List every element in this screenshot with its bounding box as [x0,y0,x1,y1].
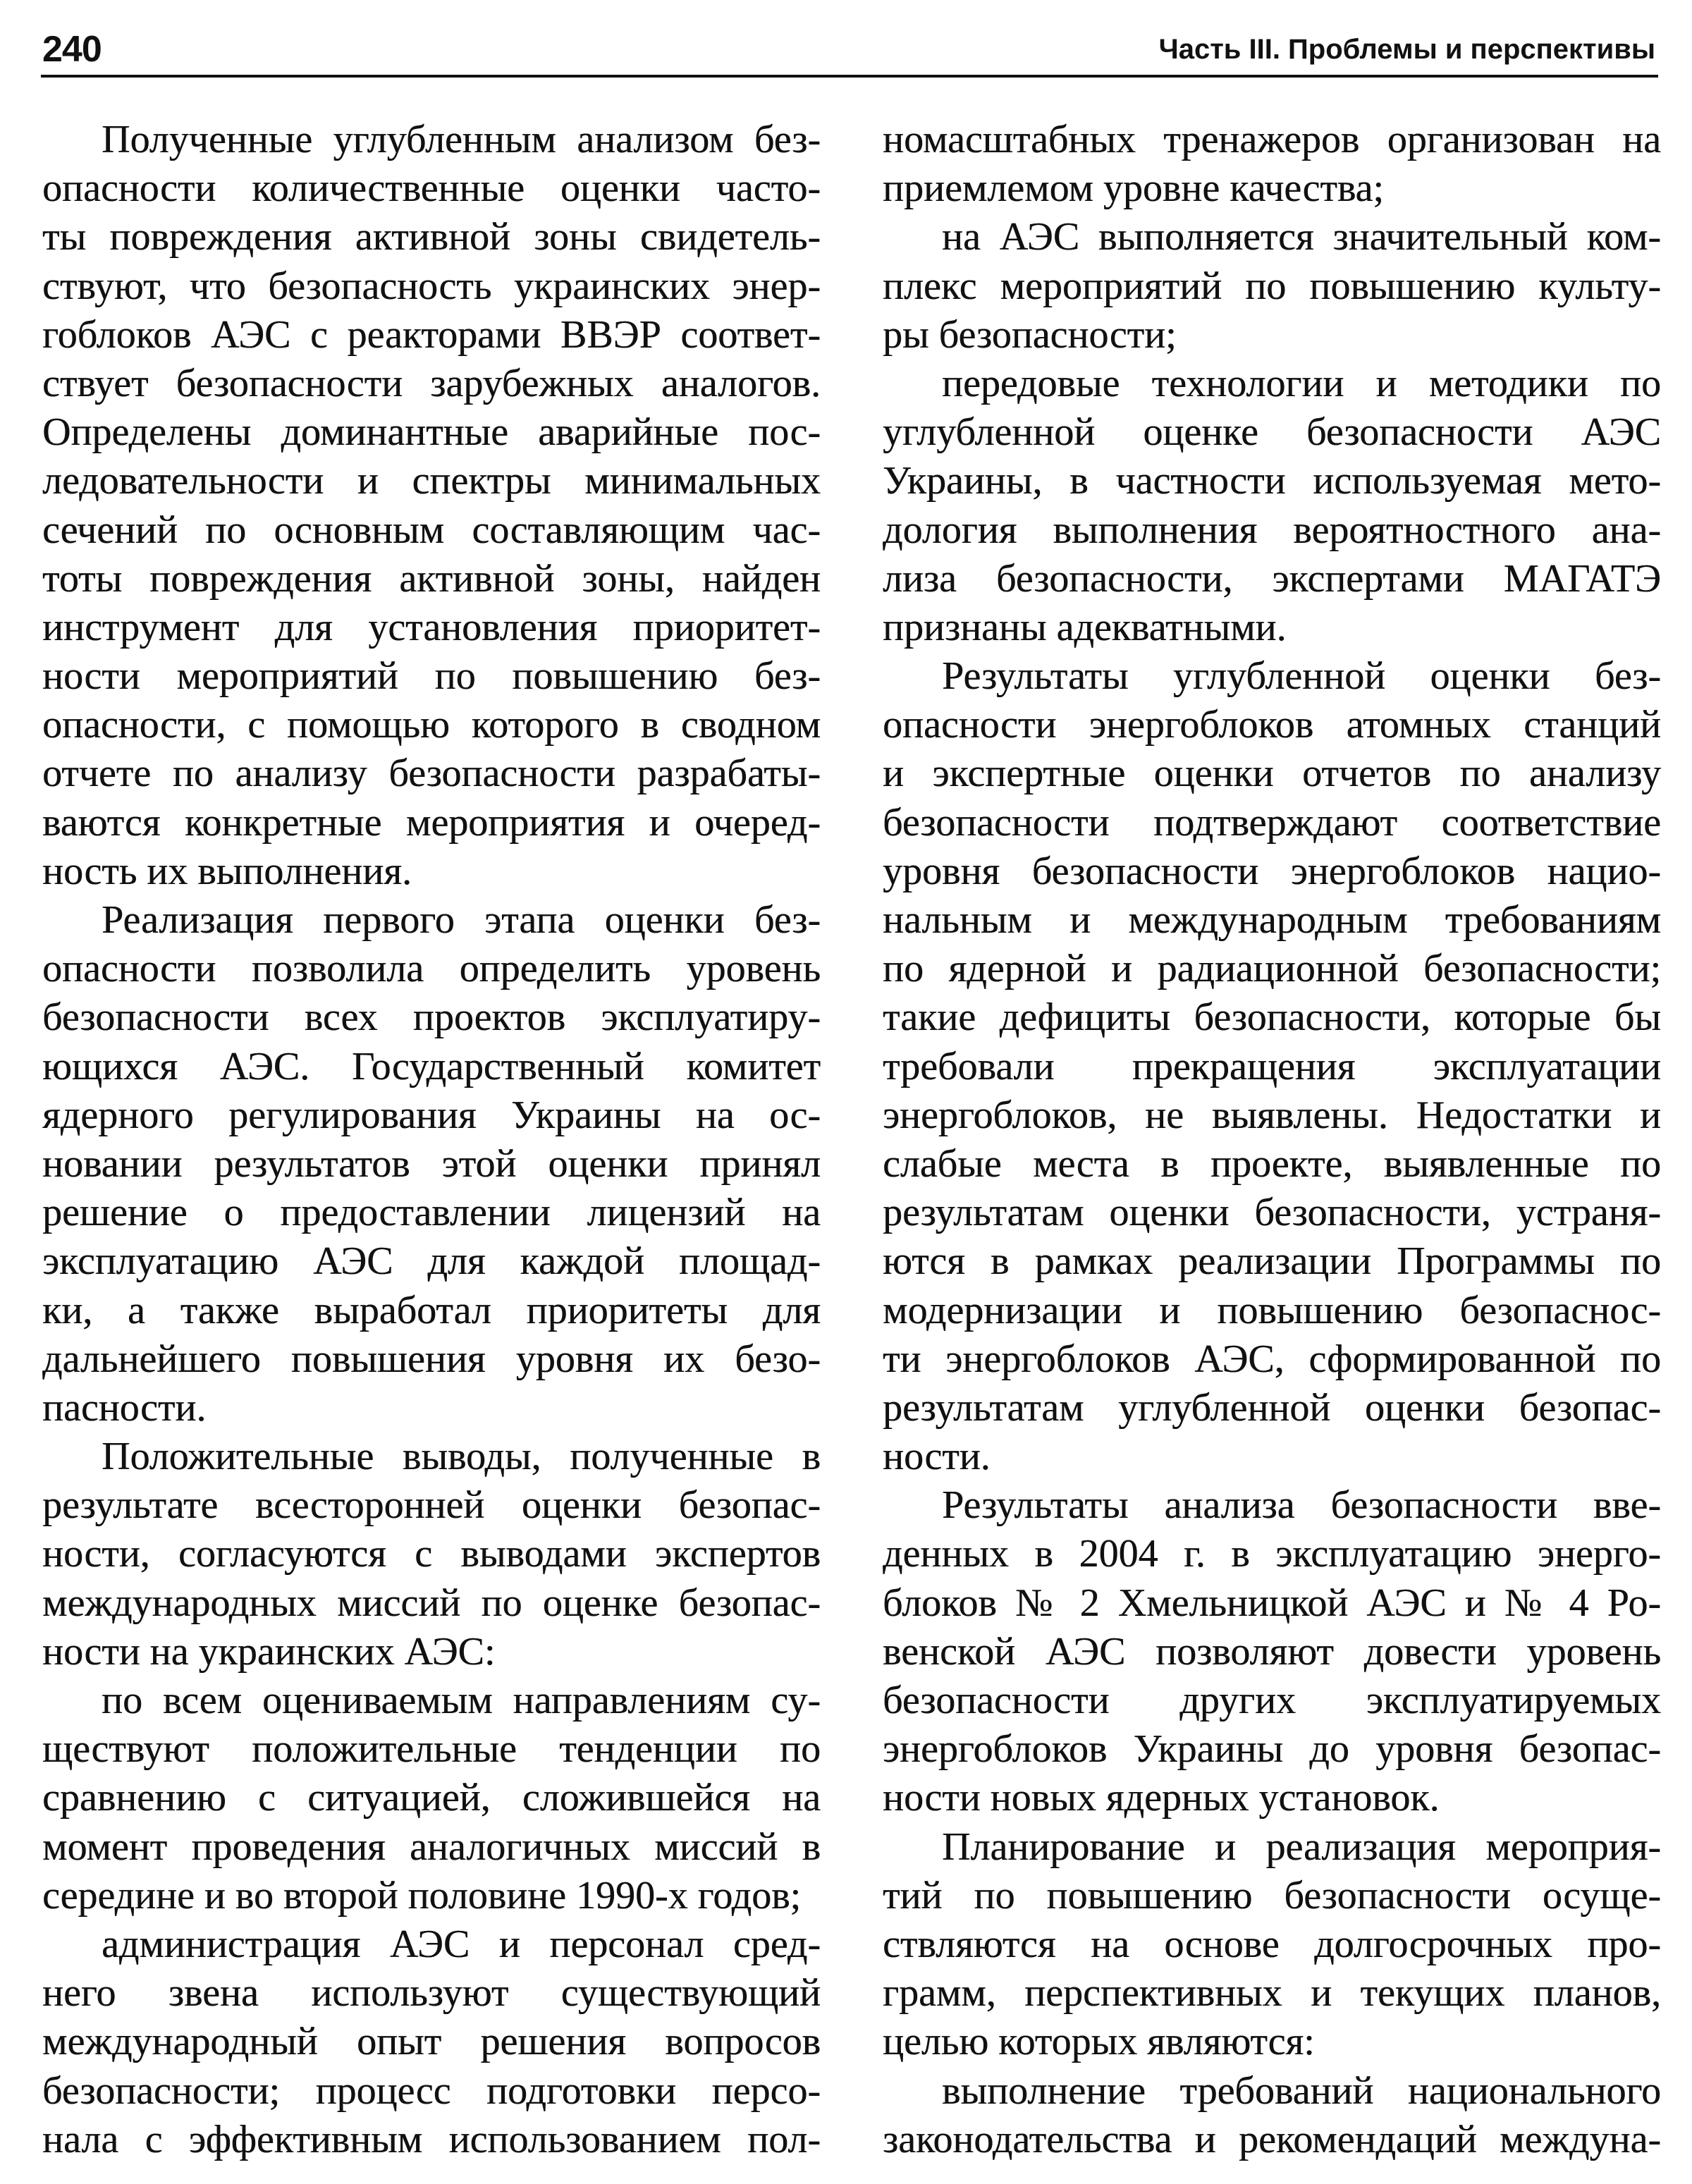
text-line: ти энергоблоков АЭС, сформированной по [883,1337,1661,1381]
header-rule [41,75,1658,78]
text-line: середине и во второй половине 1990-х годов; [42,1873,802,1918]
text-line: энергоблоков Украины до уровня безопас- [883,1727,1661,1772]
text-line: ются в рамках реализации Программы по [883,1239,1661,1284]
page-number: 240 [42,29,102,70]
paragraph [883,652,1661,1481]
text-line: безопасности подтверждают соответствие [883,800,1661,845]
text-line: Положительные выводы, полученные в [102,1435,821,1479]
text-line: плекс мероприятий по повышению культу- [883,264,1661,308]
text-line: по ядерной и радиационной безопасности; [883,947,1661,991]
text-line: модернизации и повышению безопаснос- [883,1288,1661,1332]
text-line: Планирование и реализация мероприя- [942,1824,1661,1869]
text-line: Определены доминантные аварийные пос- [42,410,821,455]
text-line: венской АЭС позволяют довести уровень [883,1629,1661,1674]
text-line: такие дефициты безопасности, которые бы [883,995,1661,1040]
text-line: Украины, в частности используемая мето- [883,459,1661,503]
text-line: ществуют положительные тенденции по [42,1727,821,1772]
text-line: ры безопасности; [883,312,1177,357]
text-line: и экспертные оценки отчетов по анализу [883,751,1661,796]
text-line: тоты повреждения активной зоны, найден [42,556,821,601]
text-line: слабые места в проекте, выявленные по [883,1141,1661,1186]
text-line: углубленной оценке безопасности АЭС [883,410,1661,455]
text-line: ваются конкретные мероприятия и очеред- [42,800,821,845]
text-line: ядерного регулирования Украины на ос- [42,1093,821,1137]
text-line: новании результатов этой оценки принял [42,1141,821,1186]
text-line: опасности количественные оценки часто- [42,166,821,211]
text-line: сечений по основным составляющим час- [42,508,821,552]
right-column [883,116,1661,2164]
text-line: ствляются на основе долгосрочных про- [883,1922,1661,1966]
text-line: эксплуатацию АЭС для каждой площад- [42,1239,821,1284]
text-line: опасности энергоблоков атомных станций [883,703,1661,747]
paragraph [42,896,821,1433]
text-line: ты повреждения активной зоны свидетель- [42,215,821,259]
text-line: целью которых являются: [883,2020,1315,2064]
paragraph [42,116,821,896]
text-line: денных в 2004 г. в эксплуатацию энерго- [883,1532,1661,1576]
text-line: международный опыт решения вопросов [42,2020,821,2064]
text-line: ствуют, что безопасность украинских энер- [42,264,821,308]
text-line: ность их выполнения. [42,849,412,893]
text-line: приемлемом уровне качества; [883,166,1384,211]
text-line: нала с эффективным использованием пол- [42,2117,821,2161]
text-line: законодательства и рекомендаций междуна- [883,2117,1661,2161]
text-line: дология выполнения вероятностного ана- [883,508,1661,552]
paragraph [883,116,1661,213]
text-line: решение о предоставлении лицензий на [42,1191,821,1235]
text-line: международных миссий по оценке безопас- [42,1581,821,1625]
text-line: на АЭС выполняется значительный ком- [942,215,1661,259]
text-line: Реализация первого этапа оценки без- [102,898,821,942]
text-line: результатам оценки безопасности, устраня- [883,1191,1661,1235]
paragraph [883,2067,1661,2164]
text-line: Результаты анализа безопасности вве- [942,1483,1661,1528]
running-head: Часть III. Проблемы и перспективы [1158,34,1655,65]
text-line: грамм, перспективных и текущих планов, [883,1971,1661,2016]
text-line: ности новых ядерных установок. [883,1776,1440,1820]
text-line: ледовательности и спектры минимальных [42,459,821,503]
text-line: результатам углубленной оценки безопас- [883,1385,1661,1430]
text-line: ности. [883,1435,991,1479]
text-line: передовые технологии и методики по [942,361,1661,405]
text-line: опасности, с помощью которого в сводном [42,703,821,747]
text-line: него звена используют существующий [42,1971,821,2016]
text-line: результате всесторонней оценки безопас- [42,1483,821,1528]
text-line: пасности. [42,1385,207,1430]
text-line: выполнение требований национального [942,2068,1661,2113]
text-line: момент проведения аналогичных миссий в [42,1824,821,1869]
text-line: отчете по анализу безопасности разрабаты- [42,751,821,796]
text-line: ющихся АЭС. Государственный комитет [42,1044,821,1088]
text-line: администрация АЭС и персонал сред- [102,1922,821,1966]
text-line: признаны адекватными. [883,605,1287,649]
text-line: энергоблоков, не выявлены. Недостатки и [883,1093,1661,1137]
text-line: опасности позволила определить уровень [42,947,821,991]
paragraph [883,360,1661,652]
paragraph [42,1920,821,2164]
text-line: безопасности всех проектов эксплуатиру- [42,995,821,1040]
paragraph [883,1823,1661,2067]
text-line: Результаты углубленной оценки без- [942,654,1661,699]
text-line: нальным и международным требованиям [883,898,1661,942]
text-line: уровня безопасности энергоблоков нацио- [883,849,1661,893]
text-line: Полученные углубленным анализом без- [102,118,821,161]
text-line: тий по повышению безопасности осуще- [883,1873,1661,1918]
text-line: ности на украинских АЭС: [42,1629,496,1674]
text-line: ки, а также выработал приоритеты для [42,1288,821,1332]
text-line: дальнейшего повышения уровня их безо- [42,1337,821,1381]
text-line: ности мероприятий по повышению без- [42,654,821,699]
text-line: по всем оцениваемым направлениям су- [102,1679,821,1722]
text-line: ствует безопасности зарубежных аналогов. [42,361,821,405]
text-line: инструмент для установления приоритет- [42,605,821,649]
paragraph [883,213,1661,360]
text-line: блоков № 2 Хмельницкой АЭС и № 4 Ро- [883,1581,1661,1625]
text-line: безопасности; процесс подготовки персо- [42,2068,821,2113]
text-line: лиза безопасности, экспертами МАГАТЭ [883,556,1661,601]
text-line: номасштабных тренажеров организован на [883,118,1661,161]
text-line: требовали прекращения эксплуатации [883,1044,1661,1088]
paragraph [42,1676,821,1920]
text-line: гоблоков АЭС с реакторами ВВЭР соответ- [42,312,821,357]
text-line: безопасности других эксплуатируемых [883,1679,1661,1722]
left-column [42,116,821,2164]
paragraph [883,1481,1661,1822]
text-line: ности, согласуются с выводами экспертов [42,1532,821,1576]
text-line: сравнению с ситуацией, сложившейся на [42,1776,821,1820]
paragraph [42,1433,821,1676]
